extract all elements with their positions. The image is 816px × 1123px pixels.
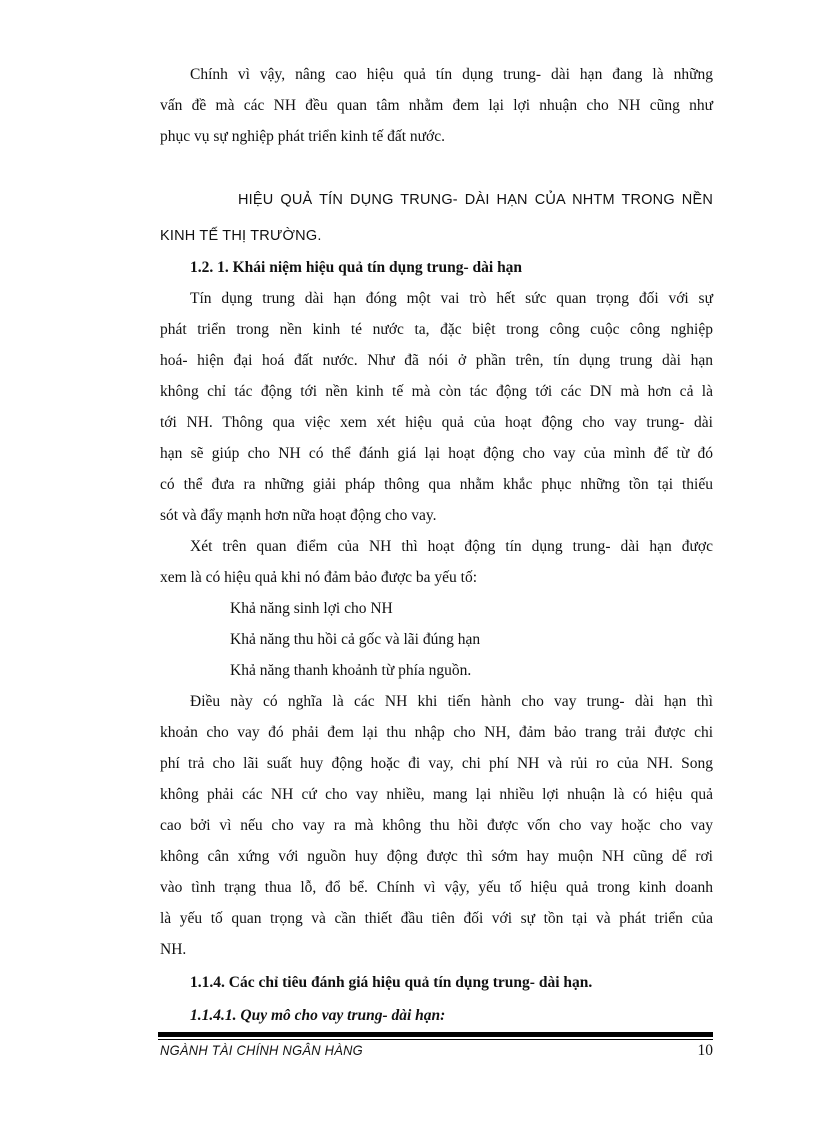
list-item: Khả năng sinh lợi cho NH	[230, 600, 393, 617]
text-line: phát triển trong nền kinh té nước ta, đặc biệt trong công cuộc công nghiệp	[160, 321, 713, 338]
section-title-line: KINH TẾ THỊ TRƯỜNG.	[160, 228, 322, 244]
text-line: không cân xứng với nguồn huy động được thì sớm hay muộn NH cũng dể rơi	[160, 848, 713, 865]
text-line: hạn sẽ giúp cho NH có thể đánh giá lại hoạt động cho vay của mình để từ đó	[160, 445, 713, 462]
section-title-line: HIỆU QUẢ TÍN DỤNG TRUNG- DÀI HẠN CỦA NHTM TRONG NỀN	[238, 192, 713, 208]
paragraph-criteria	[160, 531, 713, 593]
section-title	[160, 182, 713, 254]
text-line: tới NH. Thông qua việc xem xét hiệu quả của hoạt động cho vay trung- dài	[160, 414, 713, 431]
paragraph-intro	[160, 59, 713, 152]
paragraph-concept	[160, 283, 713, 531]
text-line: xem là có hiệu quả khi nó đảm bảo được ba yếu tố:	[160, 569, 478, 586]
footer-rule	[158, 1032, 713, 1037]
page-number: 10	[697, 1042, 713, 1059]
paragraph-meaning	[160, 686, 713, 965]
heading-1-1-4: 1.1.4. Các chỉ tiêu đánh giá hiệu quả tín dụng trung- dài hạn.	[190, 974, 593, 991]
text-line: Chính vì vậy, nâng cao hiệu quả tín dụng trung- dài hạn đang là những	[190, 66, 713, 83]
footer-rule-thin	[158, 1039, 713, 1040]
heading-1-2-1: 1.2. 1. Khái niệm hiệu quả tín dụng trung- dài hạn	[190, 259, 523, 276]
text-line: Điều này có nghĩa là các NH khi tiến hành cho vay trung- dài hạn thì	[190, 693, 713, 710]
text-line: không chỉ tác động tới nền kinh tế mà còn tác động tới các DN mà hơn cả là	[160, 383, 713, 400]
text-line: là yếu tố quan trọng và cần thiết đầu tiên đối với sự tồn tại và phát triển của	[160, 910, 713, 927]
text-line: vấn đề mà các NH đều quan tâm nhằm đem lại lợi nhuận cho NH cũng như	[160, 97, 713, 114]
text-line: cao bởi vì nếu cho vay ra mà không thu hồi được vốn cho vay hoặc cho vay	[160, 817, 713, 834]
page-body	[160, 59, 713, 1031]
list-item: Khả năng thu hồi cả gốc và lãi đúng hạn	[230, 631, 481, 648]
text-line: khoản cho vay đó phải đem lại thu nhập cho NH, đảm bảo trang trải được chi	[160, 724, 713, 741]
text-line: có thể đưa ra những giải pháp thông qua nhằm khắc phục những tồn tại thiếu	[160, 476, 713, 493]
text-line: không phải các NH cứ cho vay nhiều, mang lại nhiều lợi nhuận là có hiệu quả	[160, 786, 713, 803]
heading-1-1-4-1: 1.1.4.1. Quy mô cho vay trung- dài hạn:	[190, 1007, 446, 1024]
footer-department: NGÀNH TÀI CHÍNH NGÂN HÀNG	[160, 1042, 363, 1058]
text-line: vào tình trạng thua lỗ, đổ bể. Chính vì vậy, yếu tố hiệu quả trong kinh doanh	[160, 879, 713, 896]
text-line: NH.	[160, 941, 187, 958]
criteria-list	[160, 593, 713, 686]
text-line: phí trả cho lãi suất huy động hoặc đi vay, chi phí NH và rủi ro của NH. Song	[160, 755, 713, 772]
text-line: phục vụ sự nghiệp phát triển kinh tế đất nước.	[160, 128, 445, 145]
text-line: Xét trên quan điểm của NH thì hoạt động tín dụng trung- dài hạn được	[190, 538, 713, 555]
text-line: Tín dụng trung dài hạn đóng một vai trò hết sức quan trọng đối với sự	[190, 290, 713, 307]
list-item: Khả năng thanh khoảnh từ phía nguồn.	[230, 662, 472, 679]
text-line: hoá- hiện đại hoá đất nước. Như đã nói ở phần trên, tín dụng trung dài hạn	[160, 352, 713, 369]
text-line: sót và đẩy mạnh hơn nữa hoạt động cho vay.	[160, 507, 437, 524]
